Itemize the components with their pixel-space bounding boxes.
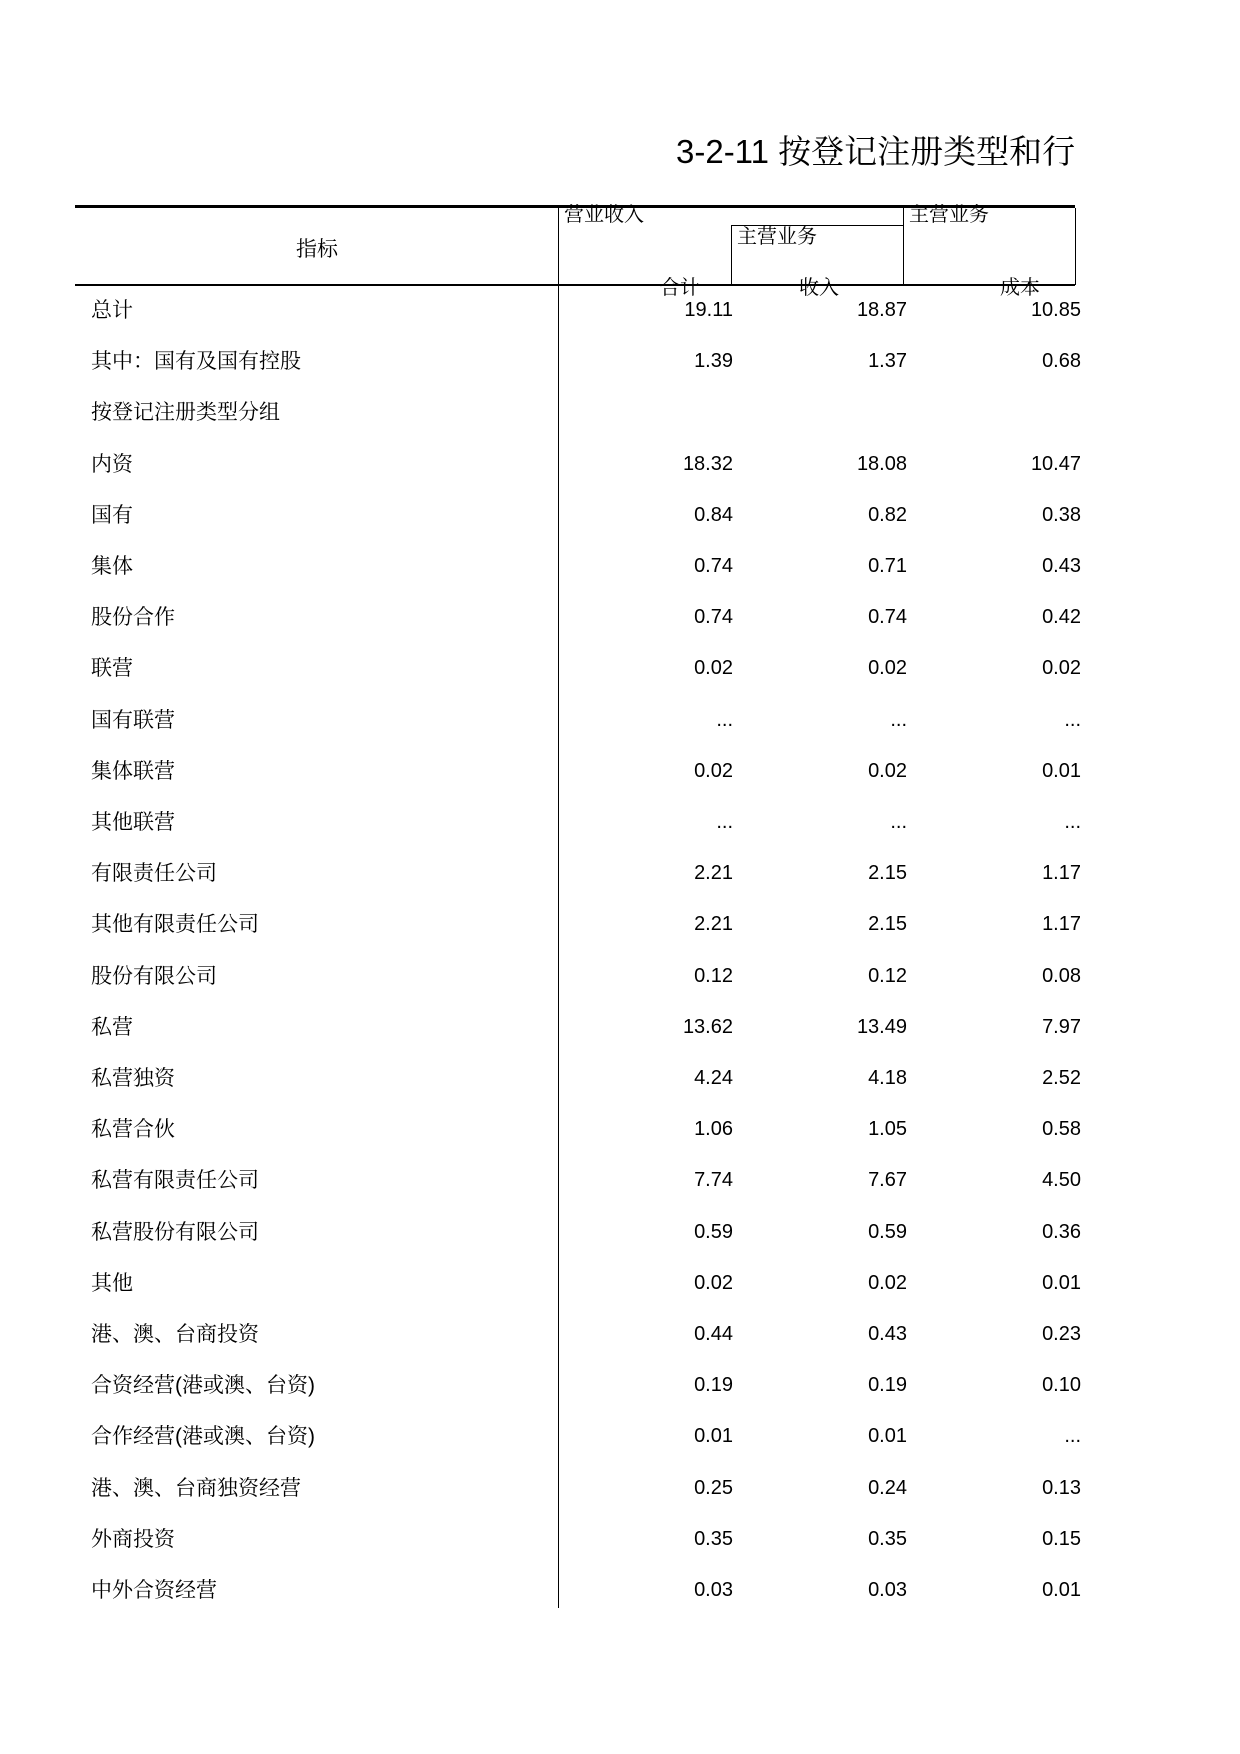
cell-v3: 0.10 [1042, 1374, 1081, 1397]
cell-v1: 0.02 [694, 759, 733, 782]
cell-v1: 0.74 [694, 555, 733, 577]
cell-v1: 0.25 [694, 1476, 733, 1499]
table-row [0, 285, 1240, 336]
table-row [0, 1411, 1240, 1462]
col3-left-divider [903, 208, 904, 285]
table-row [0, 1002, 1240, 1053]
cell-v2: 13.49 [856, 1015, 907, 1038]
row-label: 私营股份有限公司 [91, 1220, 259, 1244]
cell-v3: 0.42 [1042, 606, 1081, 629]
table-row [0, 541, 1240, 592]
cell-v3: 0.36 [1042, 1220, 1081, 1243]
cell-v2: 0.01 [868, 1425, 907, 1448]
cell-v1: 0.01 [694, 1425, 733, 1448]
cell-v2: 0.03 [868, 1579, 907, 1601]
cell-v1: 1.06 [694, 1118, 733, 1141]
table-row [0, 1309, 1240, 1360]
row-label: 国有 [91, 503, 133, 527]
row-label: 私营合伙 [91, 1118, 175, 1142]
table-row [0, 1053, 1240, 1104]
cell-v2: 2.15 [868, 913, 907, 936]
row-label: 总计 [91, 299, 133, 322]
table-row [0, 797, 1240, 848]
cell-v3: 0.23 [1042, 1323, 1081, 1345]
row-label: 私营独资 [91, 1067, 175, 1090]
row-label: 其他有限责任公司 [91, 913, 259, 937]
cell-v2: 2.15 [868, 862, 907, 885]
cell-v3: 2.52 [1042, 1067, 1081, 1089]
cell-v1: 0.35 [694, 1527, 733, 1550]
cell-v3: 4.50 [1042, 1169, 1081, 1192]
col2-header: 收入 [799, 277, 839, 299]
table-row [0, 1514, 1240, 1565]
table-row [0, 439, 1240, 490]
cell-v1: 0.84 [694, 503, 733, 526]
cell-v3: 0.15 [1042, 1527, 1081, 1550]
col2-header-clip [733, 270, 901, 299]
cell-v1: 0.02 [694, 657, 733, 680]
cell-v2: 0.02 [868, 657, 907, 680]
row-label: 其他联营 [91, 811, 175, 834]
cell-v1: 13.62 [682, 1015, 733, 1038]
cell-v3: 7.97 [1042, 1015, 1081, 1038]
table-row [0, 1207, 1240, 1258]
table-row [0, 387, 1240, 438]
cell-v2: 0.74 [868, 606, 907, 629]
table-row [0, 1155, 1240, 1206]
cell-v2: 0.71 [868, 555, 907, 577]
cell-v3: 0.02 [1042, 657, 1081, 680]
cell-v3: 0.08 [1042, 964, 1081, 987]
table-row [0, 490, 1240, 541]
subheader-left-divider [731, 225, 732, 285]
cell-v3: ... [1064, 708, 1081, 731]
cell-v3: 0.68 [1042, 350, 1081, 373]
cell-v2: 0.02 [868, 759, 907, 782]
cell-v2: 0.82 [868, 503, 907, 526]
col3-header-clip [905, 270, 1073, 299]
col1-header: 合计 [660, 277, 700, 299]
cell-v3: 0.01 [1042, 1271, 1081, 1294]
table-row [0, 899, 1240, 950]
cell-v3: 0.01 [1042, 759, 1081, 782]
row-label: 港、澳、台商投资 [91, 1323, 259, 1346]
cell-v3: 1.17 [1042, 913, 1081, 936]
row-label: 私营 [91, 1015, 133, 1039]
cell-v2: ... [890, 708, 907, 731]
cell-v3: 1.17 [1042, 862, 1081, 885]
row-label: 合作经营(港或澳、台资) [91, 1425, 315, 1449]
group1-header-clip [560, 204, 730, 226]
row-label: 合资经营(港或澳、台资) [91, 1374, 315, 1398]
cell-v1: 2.21 [694, 862, 733, 885]
cell-v2: 0.59 [868, 1220, 907, 1243]
row-label: 联营 [91, 657, 133, 681]
group2-header-clip [905, 204, 1073, 226]
table-row [0, 1104, 1240, 1155]
row-label: 其中：国有及国有控股 [91, 350, 301, 374]
group1-header: 营业收入 [564, 204, 644, 226]
row-label: 港、澳、台商独资经营 [91, 1476, 301, 1500]
table-row [0, 951, 1240, 1002]
group1-sub-header-clip [733, 226, 901, 248]
cell-v2: 0.24 [868, 1476, 907, 1499]
cell-v2: 18.87 [856, 299, 907, 321]
cell-v1: 0.02 [694, 1271, 733, 1294]
cell-v1: 0.19 [694, 1374, 733, 1397]
cell-v1: ... [716, 708, 733, 731]
cell-v3: 0.01 [1042, 1579, 1081, 1601]
cell-v2: 0.02 [868, 1271, 907, 1294]
cell-v3: 0.43 [1042, 555, 1081, 577]
row-label: 按登记注册类型分组 [91, 401, 280, 425]
cell-v1: 0.74 [694, 606, 733, 629]
table-row [0, 1258, 1240, 1309]
row-label: 国有联营 [91, 708, 175, 732]
cell-v1: 0.12 [694, 964, 733, 987]
cell-v2: 7.67 [868, 1169, 907, 1192]
cell-v1: 0.03 [694, 1579, 733, 1601]
row-label: 外商投资 [91, 1527, 175, 1551]
row-label: 有限责任公司 [91, 862, 217, 886]
cell-v1: 4.24 [694, 1067, 733, 1089]
cell-v2: 0.43 [868, 1323, 907, 1345]
table-row [0, 1463, 1240, 1514]
table-row [0, 336, 1240, 387]
cell-v2: 0.12 [868, 964, 907, 987]
table-row [0, 592, 1240, 643]
col3-header: 成本 [1000, 277, 1040, 299]
cell-v1: 1.39 [694, 350, 733, 373]
cell-v3: 0.58 [1042, 1118, 1081, 1141]
col1-header-clip [560, 270, 730, 299]
table-row [0, 1565, 1240, 1616]
cell-v3: 10.47 [1030, 452, 1081, 475]
cell-v2: 18.08 [856, 452, 907, 475]
table-row [0, 695, 1240, 746]
cell-v3: ... [1064, 811, 1081, 833]
cell-v2: 1.05 [868, 1118, 907, 1141]
cell-v1: 7.74 [694, 1169, 733, 1192]
table-row [0, 848, 1240, 899]
indicator-header: 指标 [296, 238, 338, 261]
page-title: 3-2-11 按登记注册类型和行 [676, 133, 1076, 170]
cell-v2: 0.19 [868, 1374, 907, 1397]
cell-v2: 4.18 [868, 1067, 907, 1089]
row-label: 私营有限责任公司 [91, 1169, 259, 1193]
table-right-border [1075, 208, 1076, 285]
cell-v1: ... [716, 811, 733, 833]
table-row [0, 643, 1240, 694]
table-row [0, 1360, 1240, 1411]
cell-v3: 10.85 [1030, 299, 1081, 321]
cell-v1: 2.21 [694, 913, 733, 936]
row-label: 集体联营 [91, 759, 175, 783]
table-row [0, 746, 1240, 797]
group1-sub-header: 主营业务 [737, 226, 817, 248]
row-label: 其他 [91, 1271, 133, 1295]
row-label: 股份合作 [91, 606, 175, 630]
cell-v2: 1.37 [868, 350, 907, 373]
row-label: 集体 [91, 555, 133, 578]
cell-v3: 0.38 [1042, 503, 1081, 526]
cell-v3: ... [1064, 1425, 1081, 1448]
group2-header: 主营业务 [909, 204, 989, 226]
row-label: 中外合资经营 [91, 1579, 217, 1602]
cell-v3: 0.13 [1042, 1476, 1081, 1499]
cell-v1: 0.44 [694, 1323, 733, 1345]
cell-v2: ... [890, 811, 907, 833]
cell-v1: 19.11 [684, 299, 733, 321]
cell-v1: 0.59 [694, 1220, 733, 1243]
row-label: 股份有限公司 [91, 964, 217, 988]
row-label: 内资 [91, 452, 133, 476]
cell-v1: 18.32 [682, 452, 733, 475]
cell-v2: 0.35 [868, 1527, 907, 1550]
